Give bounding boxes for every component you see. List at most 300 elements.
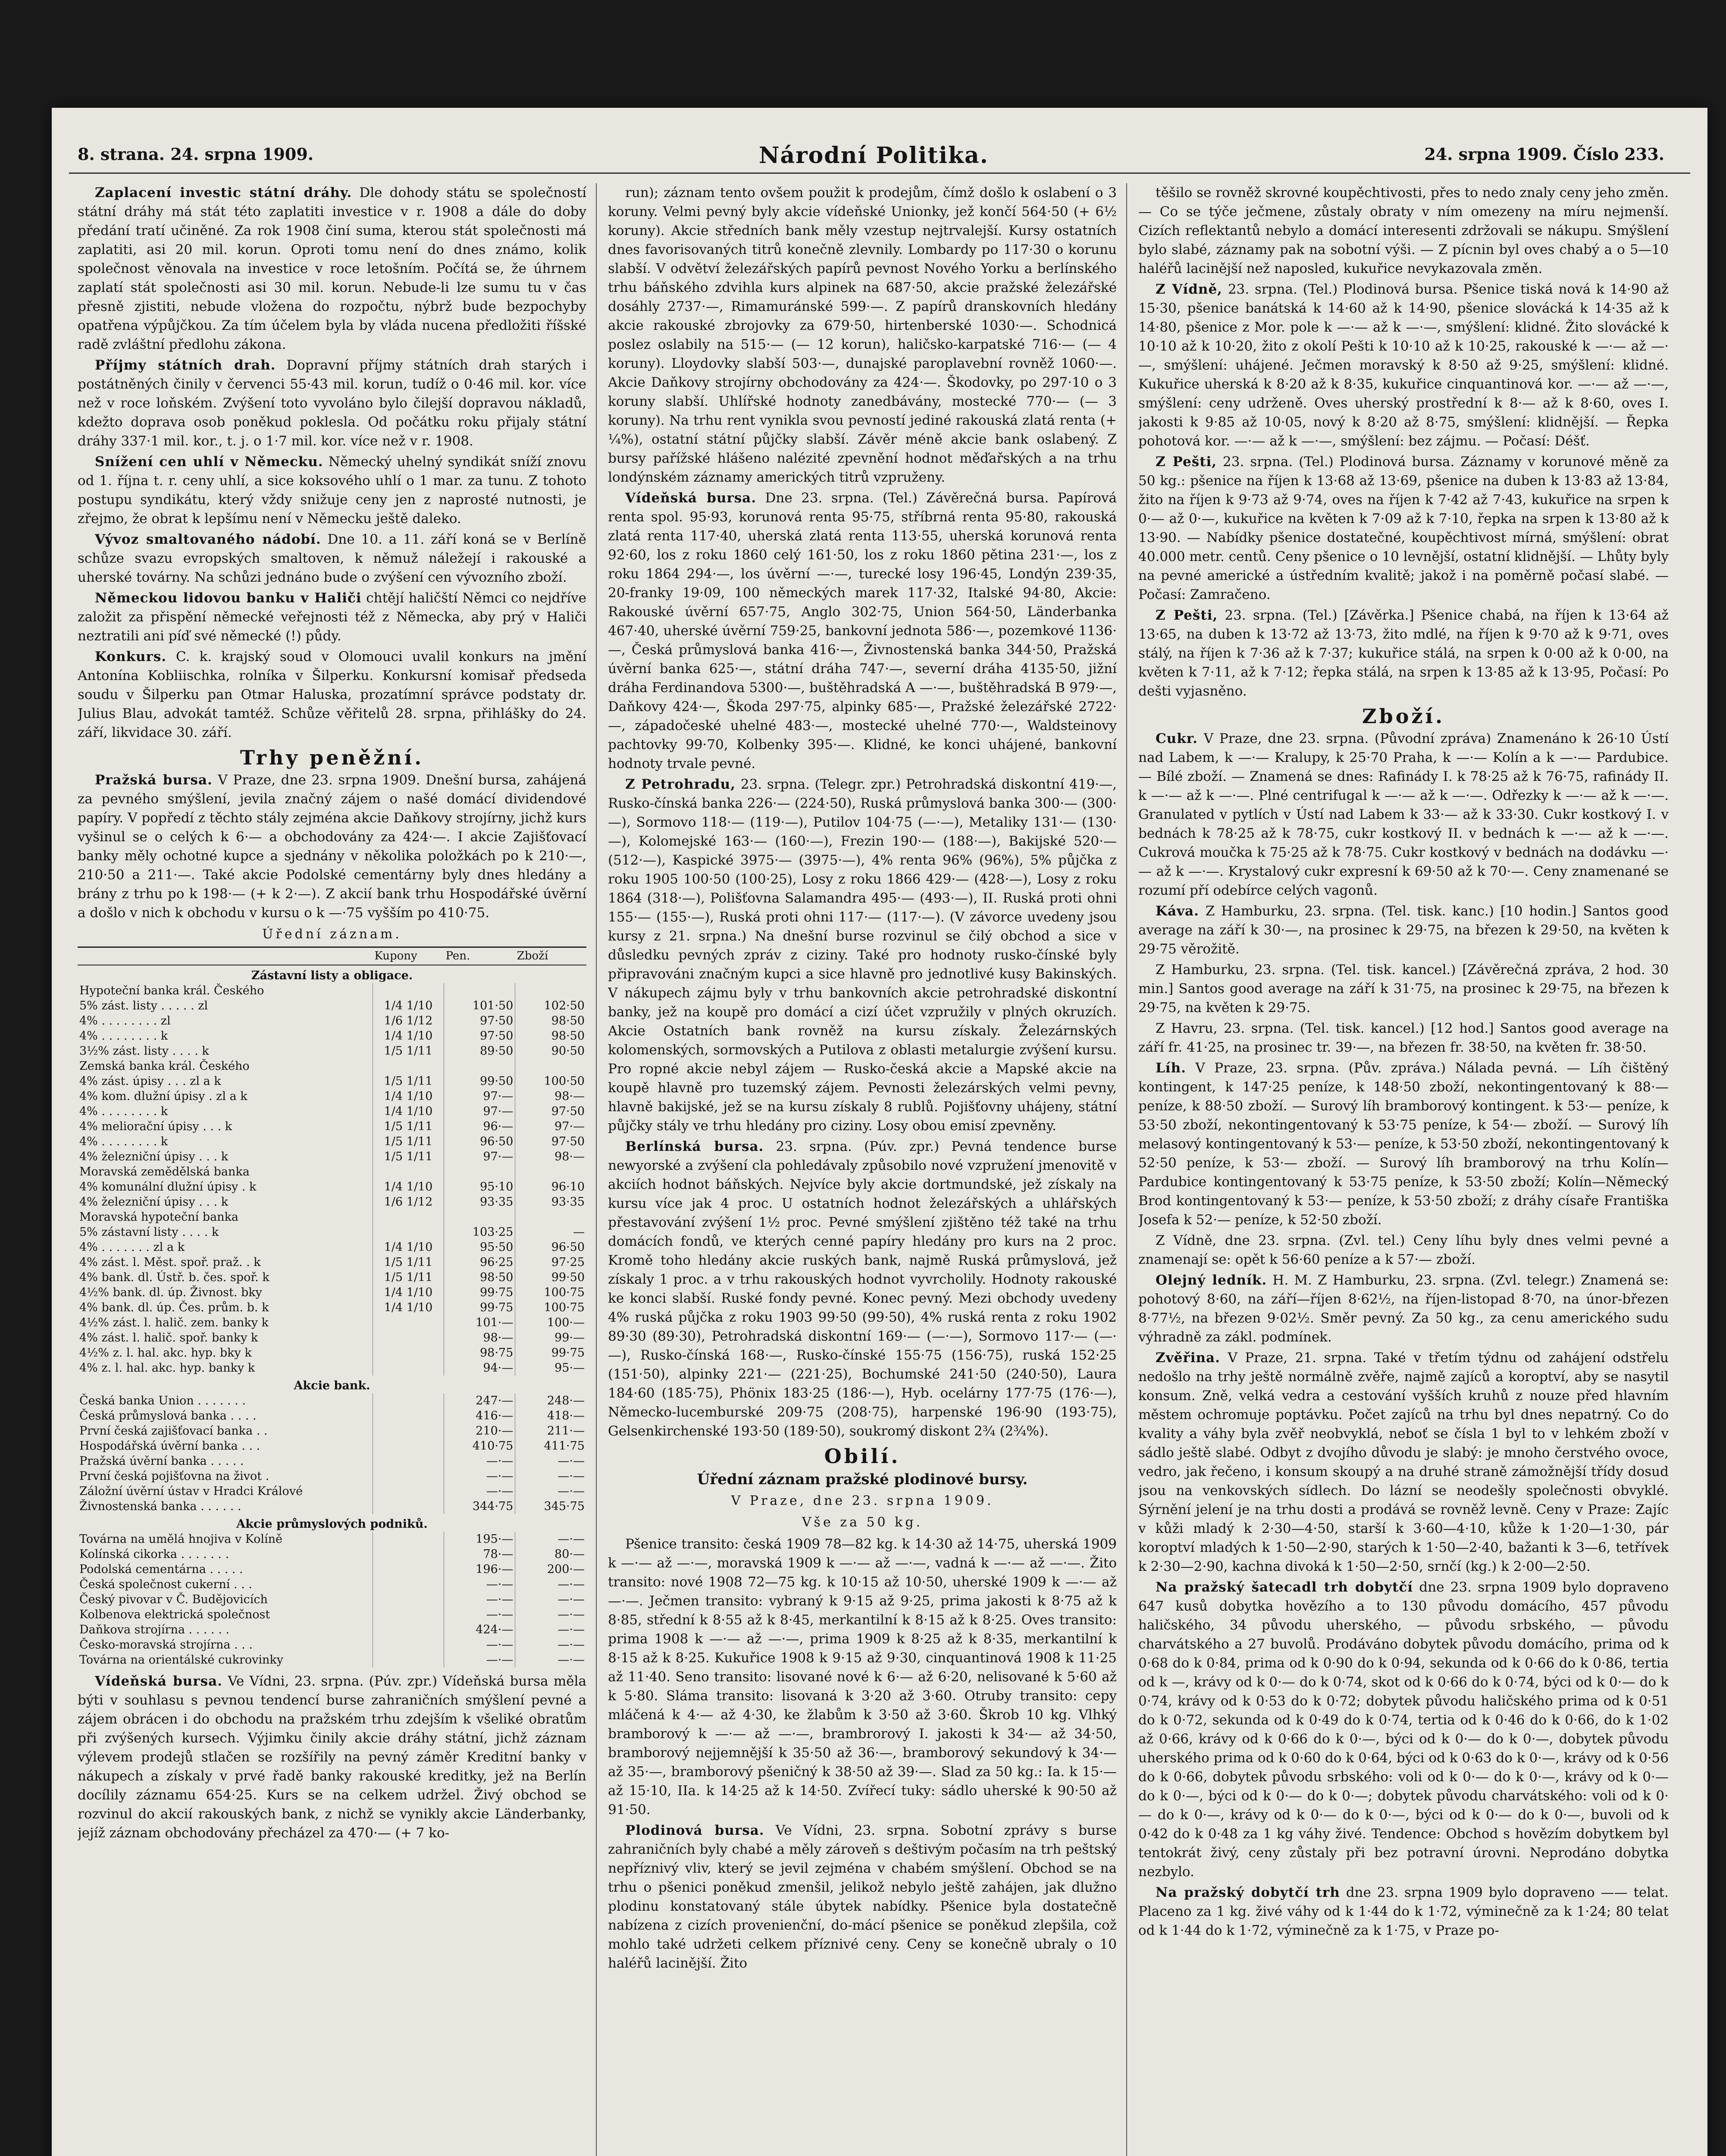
table-header: Zboží bbox=[515, 947, 586, 965]
coupon-dates bbox=[373, 983, 444, 998]
security-name: 4% . . . . . . . . k bbox=[78, 1104, 373, 1119]
bid-price: 98·50 bbox=[444, 1270, 515, 1285]
table-row bbox=[78, 1179, 586, 1194]
article bbox=[78, 589, 586, 646]
ask-price: —·— bbox=[558, 1454, 585, 1468]
article-heading: Zvěřina. bbox=[1156, 1350, 1220, 1366]
table-row bbox=[78, 1622, 586, 1637]
article-text: Dne 10. a 11. září koná se v Berlíně schůze svazu evropských smaltoven, k němuž náležejí i rakouské a uherské továrny. Na schůzi jednáno bude o zvýšení cen vývozního zboží. bbox=[78, 532, 586, 585]
security-name: První česká pojišťovna na život . bbox=[78, 1469, 373, 1484]
ask-price: 97·50 bbox=[551, 1105, 585, 1118]
ask-price: 97·50 bbox=[551, 1135, 585, 1148]
ask-price bbox=[515, 1164, 586, 1179]
bid-price: 96·— bbox=[444, 1119, 515, 1134]
article-heading: Z Pešti, bbox=[1156, 608, 1218, 623]
bid-price: 99·75 bbox=[444, 1285, 515, 1300]
table-section-row bbox=[78, 965, 586, 983]
ask-price: 102·50 bbox=[544, 999, 585, 1012]
table-row bbox=[78, 1044, 586, 1059]
coupon-dates: 1/4 1/10 bbox=[373, 1240, 444, 1255]
table-row bbox=[78, 1637, 586, 1652]
security-name: 4% . . . . . . . zl a k bbox=[78, 1240, 373, 1255]
article-heading: Z Pešti, bbox=[1156, 454, 1217, 470]
table-row bbox=[78, 1149, 586, 1164]
article-text: Ve Vídni, 23. srpna. (Púv. zpr.) Vídeňská bursa měla býti v souhlasu s pevnou tendencí burse zahraničních smýšlení pevné a zájem obrácen i do obchodu na pražském trhu zdejším k všeliké obratům při zvýšených kursech. Výjimku činily akcie dráhy státní, jichž záznam výlevem prodejů stlačen se rozšířily na pevný záměr Kreditní banky v nákupech a získaly v prvé řadě banky rakouské kreditky, jež na Berlín docílily záznamu 654·25. Kurs se na celkem udržel. Živý obchod se rozvinul do akcií rakouských bank, z nichž se vynikly akcie Länderbanky, jejíž záznam obchodovány přecházel za 470·— (+ 7 ko- bbox=[78, 1673, 586, 1841]
article bbox=[608, 775, 1117, 1135]
article-text: 23. srpna. (Tel.) Plodinová bursa. Záznamy v korunové měně za 50 kg.: pšenice na říjen k 13·68 až 13·69, pšenice na duben k 13·83 až 13·84, žito na říjen k 9·73 až 9·74, oves na říjen k 7·42 až 7·43, kukuřice na srpen k 0·— až 0·—, kukuřice na květen k 7·09 až k 7·10, řepka na srpen k 13·80 až k 13·90. — Nabídky pšenice dostatečné, koupěchtivost mírná, smýšlení: obrat 40.000 metr. centů. Ceny pšenice o 10 levnější, ostatní klidnější. — Lhůty byly na pevné americké a ústředním kvalitě; jakož i na poměrně počasí slabé. — Počasí: Zamračeno. bbox=[1138, 454, 1669, 602]
ask-price: 98·— bbox=[554, 1150, 585, 1163]
bid-price bbox=[444, 983, 515, 998]
table-row bbox=[78, 1089, 586, 1104]
article bbox=[1138, 1578, 1669, 1881]
security-name: 4% zást. úpisy . . . zl a k bbox=[78, 1074, 373, 1089]
security-name: 4% železniční úpisy . . . k bbox=[78, 1149, 373, 1164]
article-text: H. M. Z Hamburku, 23. srpna. (Zvl. telegr.) Znamená se: pohotový 8·60, na září—říjen 8·62½, na říjen-listopad 8·70, na únor-březen 8·77½, na březen 9·02½. Směr pevný. Za 50 kg., za cenu amerického sudu výhradně za zákl. podmínek. bbox=[1138, 1272, 1669, 1345]
security-name: Moravská zemědělská banka bbox=[78, 1164, 373, 1179]
bid-price bbox=[444, 1210, 515, 1225]
article-text: Z Havru, 23. srpna. (Tel. tisk. kancel.) [12 hod.] Santos good average na září fr. 41·25, na prosinec tr. 39·—, na březen fr. 38·50, na květen fr. 38·50. bbox=[1138, 1021, 1669, 1055]
article-text: Dne 23. srpna. (Tel.) Závěrečná bursa. Papírová renta spol. 95·93, korunová renta 95·75, stříbrná renta 95·80, rakouská zlatá renta 117·40, uherská zlatá renta 113·55, uherská korunová renta 92·60, los z roku 1860 celý 161·50, los z roku 1860 pětina 231·—, los z roku 1864 294·—, los úvěrní —·—, turecké losy 196·45, Londýn 239·35, 20-franky 19·09, 100 německých marek 117·32, Italské 94·80, Akcie: Rakouské úvěrní 657·75, Anglo 302·75, Union 564·50, Länderbanka 467·40, uherské úvěrní 759·25, bankovní jednota 586·—, pozemkové 1136·—, Česká průmyslová banka 416·—, Živnostenská banka 344·50, Pražská úvěrní banka 625·—, státní dráha 747·—, severní dráha 4135·50, jižní dráha Ferdinandova 5300·—, buštěhradská A —·—, buštěhradská B 979·—, Daňkovy 424·—, Škoda 297·75, alpinky 685·—, Pražské železářské 2722·—, západočeské uhelné 483·—, mostecké uhelné 770·—, Waldsteinovy pachtovky 99·70, Kolbenky 395·—. Klidné, ke konci uhájené, bankovní hodnoty trvale pevné. bbox=[608, 490, 1117, 771]
ask-price: 80·— bbox=[554, 1548, 585, 1561]
security-name: 4% . . . . . . . . k bbox=[78, 1134, 373, 1149]
security-name: 3½% zást. listy . . . . k bbox=[78, 1044, 373, 1059]
table-row bbox=[78, 1330, 586, 1345]
article-text: Z Vídně, dne 23. srpna. (Zvl. tel.) Ceny líhu byly dnes velmi pevné a znamenají se: opět k 56·60 peníze a k 57·— zboží. bbox=[1138, 1233, 1669, 1267]
article-heading: Zaplacení investic státní dráhy. bbox=[95, 185, 352, 201]
table-row bbox=[78, 1255, 586, 1270]
article bbox=[1138, 1883, 1669, 1940]
article bbox=[78, 452, 586, 528]
coupon-dates bbox=[373, 1547, 444, 1562]
bid-price: 97·50 bbox=[444, 1013, 515, 1028]
table-row bbox=[78, 1562, 586, 1577]
article-heading: Příjmy státních drah. bbox=[95, 357, 276, 373]
security-name: Kolínská cikorka . . . . . . . bbox=[78, 1547, 373, 1562]
table-row bbox=[78, 1225, 586, 1240]
bid-price: 98·— bbox=[444, 1330, 515, 1345]
ask-price: 248·— bbox=[547, 1394, 585, 1407]
ask-price: 211·— bbox=[547, 1424, 585, 1438]
table-row bbox=[78, 1607, 586, 1622]
article bbox=[78, 183, 586, 354]
ask-price: 98·— bbox=[554, 1090, 585, 1103]
coupon-dates: 1/4 1/10 bbox=[373, 998, 444, 1013]
coupon-dates bbox=[373, 1484, 444, 1499]
table-row bbox=[78, 1119, 586, 1134]
ask-price: 418·— bbox=[547, 1409, 585, 1423]
security-name: 4% z. l. hal. akc. hyp. banky k bbox=[78, 1360, 373, 1376]
ask-price: 97·25 bbox=[551, 1256, 585, 1269]
table-row bbox=[78, 1393, 586, 1408]
ask-price: —·— bbox=[558, 1653, 585, 1667]
table-section-row bbox=[78, 1514, 586, 1532]
page-number-date: 8. strana. 24. srpna 1909. bbox=[78, 144, 313, 164]
security-name: 4% . . . . . . . . zl bbox=[78, 1013, 373, 1028]
coupon-dates bbox=[373, 1592, 444, 1607]
column-divider bbox=[596, 183, 597, 2156]
article-text: Z Hamburku, 23. srpna. (Tel. tisk. kancel.) [Závěrečná zpráva, 2 hod. 30 min.] Santos good average na září k 31·75, na prosinec k 29·75, na březen k 29·75, na květen k 29·75. bbox=[1138, 962, 1669, 1015]
ask-price: 96·10 bbox=[551, 1180, 585, 1194]
column-divider bbox=[1126, 183, 1127, 2156]
bid-price: 98·75 bbox=[444, 1345, 515, 1360]
ask-price: —·— bbox=[558, 1608, 585, 1621]
table-header: Kupony bbox=[373, 947, 444, 965]
article-heading: Vývoz smaltovaného nádobí. bbox=[95, 532, 321, 547]
ask-price: 97·— bbox=[554, 1120, 585, 1133]
ask-price: —·— bbox=[558, 1623, 585, 1636]
article bbox=[1138, 1348, 1669, 1576]
section-title: Obilí. bbox=[824, 1445, 901, 1468]
bid-price: 99·50 bbox=[444, 1074, 515, 1089]
security-name: Továrna na umělá hnojiva v Kolíně bbox=[78, 1532, 373, 1547]
table-header bbox=[78, 947, 373, 965]
article bbox=[78, 1672, 586, 1843]
table-row bbox=[78, 1499, 586, 1514]
article-text: 23. srpna. (Tel.) Plodinová bursa. Pšenice tiská nová k 14·90 až 15·30, pšenice banátská k 14·60 až k 14·90, pšenice slovácká k 14·35 až k 14·80, pšenice z Mor. pole k —·— až k —·—, smýšlení: klidné. Žito slovácké k 10·10 až k 10·20, žito z okolí Pešti k 10·10 až k 10·25, rakouské k —·— až —·—, smýšlení: uhájené. Ječmen moravský k 8·50 až 9·25, smýšlení: klidné. Kukuřice uherská k 8·20 až k 8·35, kukuřice cinquantinová kor. —·— až —·—, smýšlení: ceny udrženě. Oves uherský prostřední k 8·— až k 8·60, oves I. jakosti k 9·85 až 10·05, nový k 8·20 až 8·75, smýšlení: klidnější. — Řepka pohotová kor. —·— až k —·—, smýšlení: bez zájmu. — Počasí: Déšť. bbox=[1138, 282, 1669, 449]
dateline: V Praze, dne 23. srpna 1909. bbox=[731, 1493, 994, 1508]
article bbox=[1138, 1271, 1669, 1347]
article-heading: Berlínská bursa. bbox=[625, 1139, 764, 1154]
article-text: těšilo se rovněž skrovné koupěchtivosti, přes to nedo znaly ceny jeho změn. — Co se týče ječmene, zůstaly obraty v ním omezeny na míru nejmenší. Cizích reflektantů nebylo a domácí interesenti zdržovali se nákupu. Smýšlení bylo slabé, záznamy pak na sobotní výši. — Z pícnin byl oves chabý a o 5—10 haléřů lacinější než naposled, kukuřice nevykazovala změn. bbox=[1138, 185, 1669, 276]
security-name: Česká společnost cukerní . . . bbox=[78, 1577, 373, 1592]
bid-price: 97·50 bbox=[444, 1028, 515, 1044]
table-row bbox=[78, 1270, 586, 1285]
section-title: Trhy peněžní. bbox=[240, 746, 424, 769]
table-section-title: Zástavní listy a obligace. bbox=[251, 969, 413, 982]
ask-price: 95·— bbox=[554, 1361, 585, 1375]
coupon-dates bbox=[373, 1408, 444, 1423]
coupon-dates: 1/5 1/11 bbox=[373, 1074, 444, 1089]
newspaper-page bbox=[52, 108, 1707, 2156]
article-heading: Na pražský šatecadl trh dobytčí bbox=[1156, 1579, 1413, 1595]
masthead bbox=[52, 108, 1707, 168]
bid-price: —·— bbox=[444, 1652, 515, 1667]
coupon-dates: 1/5 1/11 bbox=[373, 1044, 444, 1059]
article-text: V Praze, dne 23. srpna. (Původní zpráva) Znamenáno k 26·10 Ústí nad Labem, k —·— Kralupy, k 25·70 Praha, k —·— Kolín a k —·— Pardubice. — Bílé zboží. — Znamená se dnes: Rafinády I. k 78·25 až k 76·75, rafinády II. k —·— až k —·—. Plné centrifugal k —·— až k —·—. Odřezky k —·— až k —·—. Granulated v pytlích v Ústí nad Labem k 33·— až k 33·30. Cukr kostkový I. v bednách k 78·25 až k 78·75, cukr kostkový II. v bednách k —·— až k —·—. Cukrová moučka k 75·25 až k 78·75. Cukr kostkový v bednách na dodávku —·— až k —·—. Krystalový cukr expresní k 69·50 až k 70·—. Ceny znamenané se rozumí pří odebírce celých vagonů. bbox=[1138, 731, 1669, 898]
table-row bbox=[78, 1360, 586, 1376]
article bbox=[1138, 960, 1669, 1017]
table-row bbox=[78, 1547, 586, 1562]
table-row bbox=[78, 1104, 586, 1119]
subsection-title: Úřední záznam pražské plodinové bursy. bbox=[697, 1471, 1028, 1488]
article-text: 23. srpna. (Telegr. zpr.) Petrohradská diskontní 419·—, Rusko-čínská banka 226·— (224·50), Ruská průmyslová banka 300·— (300·—), Sormovo 118·— (119·—), Putilov 104·75 (—·—), Metaliky 131·— (130·—), Kolomejské 163·— (160·—), Frezin 190·— (188·—), Bakijské 520·— (512·—), Kaspické 3975·— (3975·—), 4% renta 96% (96%), 5% půjčka z roku 1905 100·50 (100·25), Losy z roku 1866 429·— (428·—), Losy z roku 1864 (318·—), Polišťovna Salamandra 495·— (493·—), II. Ruská proti ohni 155·— (155·—), Ruská proti ohni 117·— (117·—). (V závorce uvedeny jsou kursy z 21. srpna.) Na dnešní burse rozvinul se čilý obchod a sice v důsledku pevných zpráv z ciziny. Také pro hodnoty rusko-čínské byly připravováni značným kupci a sice hlavně pro jednotlivé kusy Bakinských. V nákupech zájmu byly v trhu bankovních akcie petrohradské diskontní banky, jež na koupě pro domácí a cizí účet vzpružily v plných okruzích. Akcie Ostatních bank rovněž na kursu získaly. Železárnských kolomenských, sormovských a Putilova z oblasti metalurgie zvýšení kursu. Pro ropné akcie nebyl zájem — Rusko-česká akcie a Mapské akcie na koupě hlavně pro tuzemský zájem. Pevnosti železárských velmi pevny, hlavně bakijské, jež se na kursu získaly 8 rublů. Pojišťovny uhájeny, státní půjčky stály ve trhu hledány pro ciziny. Losy obou emisí zpevněny. bbox=[608, 777, 1117, 1134]
security-name: Daňkova strojírna . . . . . . bbox=[78, 1622, 373, 1637]
ask-price: 411·75 bbox=[544, 1439, 585, 1453]
ask-price: 100·75 bbox=[544, 1286, 585, 1299]
coupon-dates bbox=[373, 1225, 444, 1240]
article-heading: Olejný ledník. bbox=[1156, 1272, 1267, 1288]
coupon-dates: 1/4 1/10 bbox=[373, 1300, 444, 1315]
article bbox=[1138, 1231, 1669, 1269]
bid-price: 344·75 bbox=[444, 1499, 515, 1514]
column-2 bbox=[608, 183, 1117, 2156]
security-name: 4% zást. l. Měst. spoř. praž. . k bbox=[78, 1255, 373, 1270]
bid-price: —·— bbox=[444, 1484, 515, 1499]
article-text: V Praze, 21. srpna. Také v třetím týdnu od zahájení odstřelu nedošlo na trhy ještě normálně zvěře, najmě zajíců a koroptví, aby se nasytil konsum. Zně, velká vedra a cestování vyšších kruhů z nouze před hlavním městem ochromuje poptávku. Počet zajíců na trhu byl dnes nepatrný. Co do kvality a váhy byla zvěř neobvyklá, neboť se čísla 1 byl to v lehkém zboží v sádlo ještě slabé. Odbyt z dvojího důvodu je slabý: je mnoho čerstvého ovoce, vedro, jak řečeno, i konsum skoupý a na druhé straně zámožnější třídy dosud jsou na venkovských sídlech. Do lázní se neodešly společnosti obvyklé. Sýrnění jelení je na trhu dosti a prodává se rovněž levně. Ceny v Praze: Zajíc v kůži mladý k 2·30—4·50, starší k 3·60—4·10, kůže k 1·20—1·30, pár koroptví mladých k 1·50—2·90, starých k 1·50—2·40, bažanti k 3—6, tetřívek k 2·30—2·90, kachna divoká k 1·50—2·50, srnčí (kg.) k 2·00—2·50. bbox=[1138, 1350, 1669, 1574]
security-name: Moravská hypoteční banka bbox=[78, 1210, 373, 1225]
ask-price bbox=[515, 983, 586, 998]
table-row bbox=[78, 1210, 586, 1225]
article-heading: Líh. bbox=[1156, 1060, 1186, 1076]
security-name: 4½% z. l. hal. akc. hyp. bky k bbox=[78, 1345, 373, 1360]
article-text: Německý uhelný syndikát sníží znovu od 1. října t. r. ceny uhlí, a sice koksového uhlí o 1 mar. za tunu. Z tohoto postupu syndikátu, který vždy snižuje ceny jen z naprosté nutnosti, je zřejmo, že obrat k lepšímu není v Německu ještě daleko. bbox=[78, 454, 586, 526]
article-heading: Na pražský dobytčí trh bbox=[1156, 1885, 1340, 1900]
table-row bbox=[78, 1532, 586, 1547]
bid-price: 93·35 bbox=[444, 1194, 515, 1210]
table-row bbox=[78, 1028, 586, 1044]
security-name: Hospodářská úvěrní banka . . . bbox=[78, 1438, 373, 1454]
bid-price: 96·50 bbox=[444, 1134, 515, 1149]
security-name: 4% . . . . . . . . k bbox=[78, 1028, 373, 1044]
coupon-dates bbox=[373, 1454, 444, 1469]
table-row bbox=[78, 1484, 586, 1499]
article-text: C. k. krajský soud v Olomouci uvalil konkurs na jmění Antonína Kobliischka, rolníka v Šilperku. Konkursní komisař předseda soudu v Šilperku pan Otmar Haluska, prozatímní správce podstaty dr. Julius Blau, advokát tamtéž. Schůze věřitelů 28. srpna, přihlášky do 24. září, likvidace 30. září. bbox=[78, 649, 586, 740]
article-heading: Pražská bursa. bbox=[95, 772, 213, 788]
table-row bbox=[78, 1013, 586, 1028]
coupon-dates: 1/5 1/11 bbox=[373, 1270, 444, 1285]
article bbox=[608, 1821, 1117, 1973]
security-name: Česko-moravská strojírna . . . bbox=[78, 1637, 373, 1652]
article-text: dne 23. srpna 1909 bylo dopraveno —— telat. Placeno za 1 kg. živé váhy od k 1·44 do k 1·72, výminečně za k 1·24; 80 telat od k 1·44 do k 1·72, výminečně za k 1·75, v Praze po- bbox=[1138, 1885, 1669, 1938]
table-row bbox=[78, 1345, 586, 1360]
rates-table bbox=[78, 946, 586, 1667]
article-text: chtějí haličští Němci co nejdříve založit za přispění německé veřejnosti též z Německa, aby prý v Haliči neztratili ani píď své německé (!) půdy. bbox=[78, 590, 586, 644]
ask-price: —·— bbox=[558, 1532, 585, 1546]
ask-price: —·— bbox=[558, 1593, 585, 1606]
bid-price: —·— bbox=[444, 1454, 515, 1469]
security-name: 4% komunální dlužní úpisy . k bbox=[78, 1179, 373, 1194]
security-name: 4% kom. dlužní úpisy . zl a k bbox=[78, 1089, 373, 1104]
table-row bbox=[78, 1577, 586, 1592]
bid-price: 195·— bbox=[444, 1532, 515, 1547]
bid-price: 247·— bbox=[444, 1393, 515, 1408]
ask-price: 96·50 bbox=[551, 1241, 585, 1254]
article bbox=[1138, 729, 1669, 900]
coupon-dates: 1/4 1/10 bbox=[373, 1089, 444, 1104]
security-name: 5% zást. listy . . . . . zl bbox=[78, 998, 373, 1013]
ask-price bbox=[515, 1210, 586, 1225]
article-text: Ve Vídni, 23. srpna. Sobotní zprávy s burse zahraničních byly chabé a měly zároveň s deštivým počasím na trh peštský nepříznivý vliv, který se jevil zejména v chabém smýšlení. Obchod se na trhu o pšenici poněkud zmenšil, jelikož nebylo ještě zahájen, jak dlužno plodinu konstatovaný stále úbytek nabídky. Pšenice byla dostatečně nabízena z cizích provenienční, do-mácí pšenice se poněkud zlepšila, což mohlo také udržeti celkem příznivé ceny. Ceny se konečně ubraly o 10 haléřů lacinější. Žito bbox=[608, 1823, 1117, 1971]
ask-price: 98·50 bbox=[551, 1029, 585, 1043]
bid-price bbox=[444, 1164, 515, 1179]
article-text: 23. srpna. (Tel.) [Závěrka.] Pšenice chabá, na říjen k 13·64 až 13·65, na duben k 13·72 až 13·73, žito mdlé, na říjen k 9·70 až k 9·71, oves stálý, na říjen k 7·36 až k 7·37; kukuřice stálá, na srpen k 0·00 až k 0·00, na květen k 7·11, až k 7·12; řepka stálá, na srpen k 13·85 až k 13·95, Počasí: Po dešti vyjasněno. bbox=[1138, 608, 1669, 699]
coupon-dates: 1/4 1/10 bbox=[373, 1179, 444, 1194]
bid-price: —·— bbox=[444, 1469, 515, 1484]
security-name: 4% bank. dl. úp. Čes. prům. b. k bbox=[78, 1300, 373, 1315]
article-heading: Cukr. bbox=[1156, 731, 1198, 746]
coupon-dates bbox=[373, 1607, 444, 1622]
security-name: Pražská úvěrní banka . . . . . bbox=[78, 1454, 373, 1469]
security-name: 4% železniční úpisy . . . k bbox=[78, 1194, 373, 1210]
table-row bbox=[78, 1134, 586, 1149]
table-row bbox=[78, 1059, 586, 1074]
article-text: Dle dohody státu se společností státní dráhy má stát této zaplatiti investice v r. 1908 a dále do doby předání tratí učiněné. Za rok 1908 činí suma, kterou stát společnosti má zaplatiti, asi 20 mil. korun. Oproti tomu není do dnes známo, kolik společnost věnovala na investice v roce letošním. Počítá se, že úhrnem zaplatí stát společnosti asi 30 mil. korun. Nebude-li lze sumu tu v čas přesně zjistiti, nebude vložena do rozpočtu, nýbrž bude bezpochyby opatřena výpůjčkou. Za tím účelem byla by vláda nucena předložiti říšské radě zvláštní předlohu zákona. bbox=[78, 185, 586, 352]
coupon-dates bbox=[373, 1652, 444, 1667]
table-section-title: Akcie průmyslových podniků. bbox=[236, 1517, 428, 1531]
table-row bbox=[78, 1652, 586, 1667]
article bbox=[1138, 1059, 1669, 1229]
bid-price: 99·75 bbox=[444, 1300, 515, 1315]
article bbox=[608, 1535, 1117, 1819]
table-row bbox=[78, 1438, 586, 1454]
ask-price: 99·— bbox=[554, 1331, 585, 1344]
article-text: Pšenice transito: česká 1909 78—82 kg. k 14·30 až 14·75, uherská 1909 k —·— až —·—, moravská 1909 k —·— až —·—, vadná k —·— až —·—. Žito transito: nové 1908 72—75 kg. k 10·15 až 10·50, uherské 1909 k —·— až —·—. Ječmen transito: vybraný k 9·15 až 9·25, prima jakosti k 8·75 až k 8·85, střední k 8·55 až k 8·45, merkantilní k 8·15 až k 8·25. Oves transito: prima 1908 k —·— až —·—, prima 1909 k 8·25 až k 8·35, merkantilní k 8·15 až k 8·25. Kukuřice 1908 k 9·15 až 9·30, cinquantinová 1908 k 11·25 až 11·40. Seno transito: lisované nové k 6·— až 6·20, nelisované k 5·60 až k 5·80. Sláma transito: lisovaná k 3·20 až 3·60. Otruby transito: cepy mláčená k 4·— až 4·30, ke žlabům k 3·50 až 3·60. Škrob 10 kg. Vlhký bramborový k —·— až —·—, brambrorový I. jakosti k 34·— až 34·50, bramborový nejjemnější k 35·50 až 36·—, bramborový sekundový k 34·— až 35·—, bramborový pšeničný k 38·50 až 39·—. Slad za 50 kg.: Ia. k 15·— až 15·10, IIa. k 14·25 až k 14·50. Zvířecí tuky: sádlo uherské k 90·50 až 91·50. bbox=[608, 1536, 1117, 1818]
security-name: Továrna na orientálské cukrovinky bbox=[78, 1652, 373, 1667]
coupon-dates bbox=[373, 1315, 444, 1330]
article bbox=[1138, 1019, 1669, 1057]
coupon-dates bbox=[373, 1210, 444, 1225]
coupon-dates: 1/4 1/10 bbox=[373, 1285, 444, 1300]
coupon-dates bbox=[373, 1562, 444, 1577]
ask-price: 99·75 bbox=[551, 1346, 585, 1360]
security-name: Záložní úvěrní ústav v Hradci Králové bbox=[78, 1484, 373, 1499]
coupon-dates: 1/6 1/12 bbox=[373, 1013, 444, 1028]
coupon-dates: 1/5 1/11 bbox=[373, 1149, 444, 1164]
coupon-dates bbox=[373, 1059, 444, 1074]
security-name: 4½% zást. l. halič. zem. banky k bbox=[78, 1315, 373, 1330]
coupon-dates: 1/4 1/10 bbox=[373, 1028, 444, 1044]
section-title: Zboží. bbox=[1362, 705, 1445, 728]
bid-price: 410·75 bbox=[444, 1438, 515, 1454]
article-text: Z Hamburku, 23. srpna. (Tel. tisk. kanc.) [10 hodin.] Santos good average na září k 30·—, na prosinec k 29·75, na březen k 29·50, na květen k 29·75 věrožitě. bbox=[1138, 903, 1669, 957]
security-name: Kolbenova elektrická společnost bbox=[78, 1607, 373, 1622]
bid-price: 96·25 bbox=[444, 1255, 515, 1270]
bid-price: 101·— bbox=[444, 1315, 515, 1330]
table-row bbox=[78, 1469, 586, 1484]
security-name: Zemská banka král. Českého bbox=[78, 1059, 373, 1074]
table-row bbox=[78, 1592, 586, 1607]
table-section-row bbox=[78, 1376, 586, 1393]
article-heading: Snížení cen uhlí v Německu. bbox=[95, 454, 323, 470]
table-row bbox=[78, 983, 586, 998]
article-heading: Konkurs. bbox=[95, 649, 167, 664]
article-text: Dopravní příjmy státních drah starých i postátněných činily v červenci 55·43 mil. korun, tudíž o 0·46 mil. kor. více než v roce loňském. Zvýšení toto vyvoláno bylo čilejší dopravou nákladů, kdežto doprava osob poněkud poklesla. Od počátku roku přijaly státní dráhy 337·1 mil. kor., t. j. o 1·7 mil. kor. více než v r. 1908. bbox=[78, 357, 586, 449]
security-name: První česká zajišťovací banka . . bbox=[78, 1423, 373, 1438]
coupon-dates bbox=[373, 1577, 444, 1592]
coupon-dates bbox=[373, 1393, 444, 1408]
coupon-dates: 1/5 1/11 bbox=[373, 1255, 444, 1270]
masthead-rule bbox=[69, 172, 1690, 174]
table-row bbox=[78, 1300, 586, 1315]
column-1 bbox=[78, 183, 586, 2156]
article-text: V Praze, 23. srpna. (Pův. zpráva.) Nálada pevná. — Líh čištěný kontingent, k 147·25 peníze, k 148·50 zboží, nekontingentovaný k 88·— peníze, k 88·50 zboží. — Surový líh bramborový kontingent. k 53·— peníze, k 53·50 zboží, nekontingentovaný k 53·75 peníze, k 54·— zboží. — Surový líh melasový kontingentovaný k 53·— peníze, k 53·50 zboží, nekontingentovaný k 52·50 peníze, k 53·— zboží. — Surový líh bramborový na trhu Kolín—Pardubice kontingentovaný k 53·75 peníze, k 53·50 zboží; Kolín—Německý Brod kontingentovaný k 53·— peníze, k 53·50 zboží; z dráhy císaře Františka Josefa k 52·— peníze, k 52·50 zboží. bbox=[1138, 1060, 1669, 1228]
coupon-dates bbox=[373, 1360, 444, 1376]
coupon-dates bbox=[373, 1637, 444, 1652]
table-caption: Úřední záznam. bbox=[262, 927, 402, 942]
bid-price: 416·— bbox=[444, 1408, 515, 1423]
table-header: Pen. bbox=[444, 947, 515, 965]
security-name: Živnostenská banka . . . . . . bbox=[78, 1499, 373, 1514]
ask-price: 200·— bbox=[547, 1563, 585, 1576]
ask-price: —·— bbox=[558, 1638, 585, 1651]
article-heading: Vídeňská bursa. bbox=[95, 1673, 222, 1689]
coupon-dates: 1/5 1/11 bbox=[373, 1134, 444, 1149]
article-heading: Německou lidovou banku v Haliči bbox=[95, 590, 362, 606]
table-row bbox=[78, 998, 586, 1013]
coupon-dates bbox=[373, 1423, 444, 1438]
article bbox=[1138, 902, 1669, 959]
bid-price: 196·— bbox=[444, 1562, 515, 1577]
table-row bbox=[78, 1454, 586, 1469]
table-row bbox=[78, 1423, 586, 1438]
table-row bbox=[78, 1408, 586, 1423]
bid-price: 89·50 bbox=[444, 1044, 515, 1059]
article-text: 23. srpna. (Púv. zpr.) Pevná tendence burse newyorské a zvýšení cla pohledávaly způsobilo nové vzpružení jmenovitě v akciích hodnot báňských. Nejvíce byly akcie dortmundské, jež získaly na kursu více jak 4 proc. U ostatních hodnot železářských a uhlářských přestavování zvýšení 1½ proc. Pevné smýšlení zjištěno též také na trhu domácích fondů, ve kterých cenné papíry hledány pro kurs na 2 proc. Kromě toho hledány akcie ruských bank, najmě Ruská průmyslová, jež získaly 1 proc. a v trhu rakouských hodnot vyvrcholily. Hodnoty rakouské ke konci slabší. Ruské fondy pevné. Konec pevný. Mezi obchody uvedeny 4% ruská půjčka z roku 1903 99·50 (99·50), 4% ruská renta z roku 1902 89·30 (89·30), Petrohradská diskontní 169·— (—·—), Sormovo 117·— (—·—), Rusko-čínská 168·—, Rusko-čínské 155·75 (156·75), ruská 152·25 (151·50), alpinky 221·— (221·25), Bochumské 241·50 (240·50), Laura 184·60 (185·75), Phönix 183·25 (186·—), Hyb. ocelárny 177·75 (176·—), Německo-lucemburské 209·75 (208·75), harpenské 196·90 (193·75), Gelsenkirchenské 193·50 (189·50), soukromý diskont 2¾ (2¾%). bbox=[608, 1139, 1117, 1439]
bid-price: —·— bbox=[444, 1577, 515, 1592]
article bbox=[608, 1137, 1117, 1441]
article bbox=[78, 771, 586, 922]
ask-price: 100·50 bbox=[544, 1075, 585, 1088]
security-name: 4% zást. l. halič. spoř. banky k bbox=[78, 1330, 373, 1345]
table-row bbox=[78, 1315, 586, 1330]
bid-price: 103·25 bbox=[444, 1225, 515, 1240]
coupon-dates bbox=[373, 1438, 444, 1454]
bid-price: 94·— bbox=[444, 1360, 515, 1376]
bid-price: —·— bbox=[444, 1607, 515, 1622]
article bbox=[608, 183, 1117, 487]
coupon-dates: 1/5 1/11 bbox=[373, 1119, 444, 1134]
column-3 bbox=[1138, 183, 1669, 2156]
coupon-dates bbox=[373, 1164, 444, 1179]
bid-price: 97·— bbox=[444, 1149, 515, 1164]
bid-price: 101·50 bbox=[444, 998, 515, 1013]
bid-price: 210·— bbox=[444, 1423, 515, 1438]
coupon-dates bbox=[373, 1499, 444, 1514]
article bbox=[1138, 280, 1669, 451]
newspaper-title: Národní Politika. bbox=[759, 142, 989, 169]
security-name: 5% zástavní listy . . . . k bbox=[78, 1225, 373, 1240]
security-name: Hypoteční banka král. Českého bbox=[78, 983, 373, 998]
security-name: Český pivovar v Č. Budějovicích bbox=[78, 1592, 373, 1607]
ask-price: —·— bbox=[558, 1470, 585, 1483]
bid-price: —·— bbox=[444, 1592, 515, 1607]
ask-price bbox=[515, 1059, 586, 1074]
ask-price: 99·50 bbox=[551, 1271, 585, 1284]
bid-price: 95·10 bbox=[444, 1179, 515, 1194]
bid-price: 97·— bbox=[444, 1089, 515, 1104]
unit-note: Vše za 50 kg. bbox=[802, 1515, 923, 1530]
ask-price: 98·50 bbox=[551, 1014, 585, 1028]
article-text: V Praze, dne 23. srpna 1909. Dnešní bursa, zahájená za pevného smýšlení, jevila značný zájem o našé domácí dividendové papíry. V popředí z těchto stály zejména akcie Daňkovy strojírny, jichž kurs vyšinul se o celých k 6·— a obchodovány za 424·—. I akcie Zajišťovací banky měly ochotné kupce a sjednány v několika položkách po k 210·—, 210·50 a 211·—. Také akcie Podolské cementárny byly dnes hledány a brány z trhu po k 198·— (+ k 2·—). Z akcií bank trhu Hospodářské úvěrní a došlo v nich k obchodu v kursu o k —·75 vyšším po 410·75. bbox=[78, 772, 586, 921]
ask-price: 90·50 bbox=[551, 1044, 585, 1058]
bid-price: —·— bbox=[444, 1637, 515, 1652]
coupon-dates bbox=[373, 1469, 444, 1484]
security-name: 4% bank. dl. Ústř. b. čes. spoř. k bbox=[78, 1270, 373, 1285]
ask-price: — bbox=[573, 1225, 585, 1239]
coupon-dates bbox=[373, 1345, 444, 1360]
article bbox=[608, 489, 1117, 773]
ask-price: 345·75 bbox=[544, 1500, 585, 1513]
table-section-title: Akcie bank. bbox=[294, 1379, 370, 1392]
table-row bbox=[78, 1194, 586, 1210]
coupon-dates: 1/4 1/10 bbox=[373, 1104, 444, 1119]
article-heading: Z Petrohradu, bbox=[625, 777, 736, 792]
coupon-dates bbox=[373, 1330, 444, 1345]
coupon-dates bbox=[373, 1622, 444, 1637]
ask-price: 93·35 bbox=[551, 1195, 585, 1209]
bid-price: 78·— bbox=[444, 1547, 515, 1562]
security-name: Česká banka Union . . . . . . . bbox=[78, 1393, 373, 1408]
article-heading: Plodinová bursa. bbox=[625, 1823, 764, 1838]
security-name: Česká průmyslová banka . . . . bbox=[78, 1408, 373, 1423]
table-header-row bbox=[78, 947, 586, 965]
article-text: run); záznam tento ovšem použit k prodejům, čímž došlo k oslabení o 3 koruny. Velmi pevný byly akcie vídeňské Unionky, jež končí 564·50 (+ 6½ koruny). Akcie středních bank měly vzestup nejtrvalejší. Kursy ostatních dnes favorisovaných titrů konečně zlevnily. Lombardy po 117·30 o korunu slabší. V odvětví železářských papírů pevnost Nového Yorku a berlínského trhu báňského zdvihla kurs alpinek na 687·50, akcie pražské železářské dosáhly 2737·—, Rimamuránské 599·—. Z papírů dranskovních hledány akcie rakouské zbrojovky za 679·50, hirtenberské 1030·—. Schodnicá poslez oslabily na 515·— (— 12 korun), haličsko-karpatské 716·— (— 4 koruny). Lloydovky slabší 503·—, dunajské paroplavební rovněž 1060·—. Akcie Daňkovy strojírny obchodovány za 424·—. Škodovky, po 297·10 o 3 koruny slabší. Uhlířské hodnoty zanedbávány, mostecké 770·— (— 3 koruny). Na trhu rent vynikla svou pevností jediné rakouská zlatá renta (+ ¼%), ostatní státní půjčky slabší. Závěr méně akcie bank oslabený. Z bursy pařížské hlášeno nalézité zpevnění hodnot měďařských a na trhu londýnském záznamy amerických titrů vzpruženy. bbox=[608, 185, 1117, 485]
ask-price: —·— bbox=[558, 1485, 585, 1498]
article bbox=[78, 647, 586, 742]
article bbox=[1138, 452, 1669, 604]
article-text: dne 23. srpna 1909 bylo dopraveno 647 kusů dobytka hovězího a to 130 původu domácího, 457 původu haličského, 34 původu uherského, — původu srbského, — původu charvátského a 27 buvolů. Prodáváno dobytek původu domácího, prima od k 0·68 do k 0·84, prima od k 0·90 do k 0·94, sekunda od k 0·66 do k 0·86, tertia od k —, krávy od k 0·— do k 0·74, skot od k 0·66 do k 0·74, býci od k 0·— do k 0·74, krávy od k 0·53 do k 0·72; dobytek původu haličského prima od k 0·51 do k 0·72, sekunda od k 0·49 do k 0·74, tertia od k 0·46 do k 0·66, do k 1·02 až 0·66, krávy od k 0·66 do k 0·—, býci od k 0·— do k 0·—, dobytek původu uherského prima od k 0·60 do k 0·64, býci od k 0·63 do k 0·—, krávy od k 0·56 do k 0·66, dobytek původu srbského: voli od k 0·— do k 0·—, krávy od k 0·— do k 0·—, býci od k 0·— do k 0·—; dobytek původu charvátského: voli od k 0·— do k 0·—, krávy od k 0·— do k 0·—, býci od k 0·— do k 0·—, buvoli od k 0·42 do k 0·48 za 1 kg váhy živé. Tendence: Obchod s hovězím dobytkem byl tentokrát živý, ceny zůstaly při bez potravní úrovni. Neprodáno dobytka nezbylo. bbox=[1138, 1579, 1669, 1880]
security-name: Podolská cementárna . . . . . bbox=[78, 1562, 373, 1577]
